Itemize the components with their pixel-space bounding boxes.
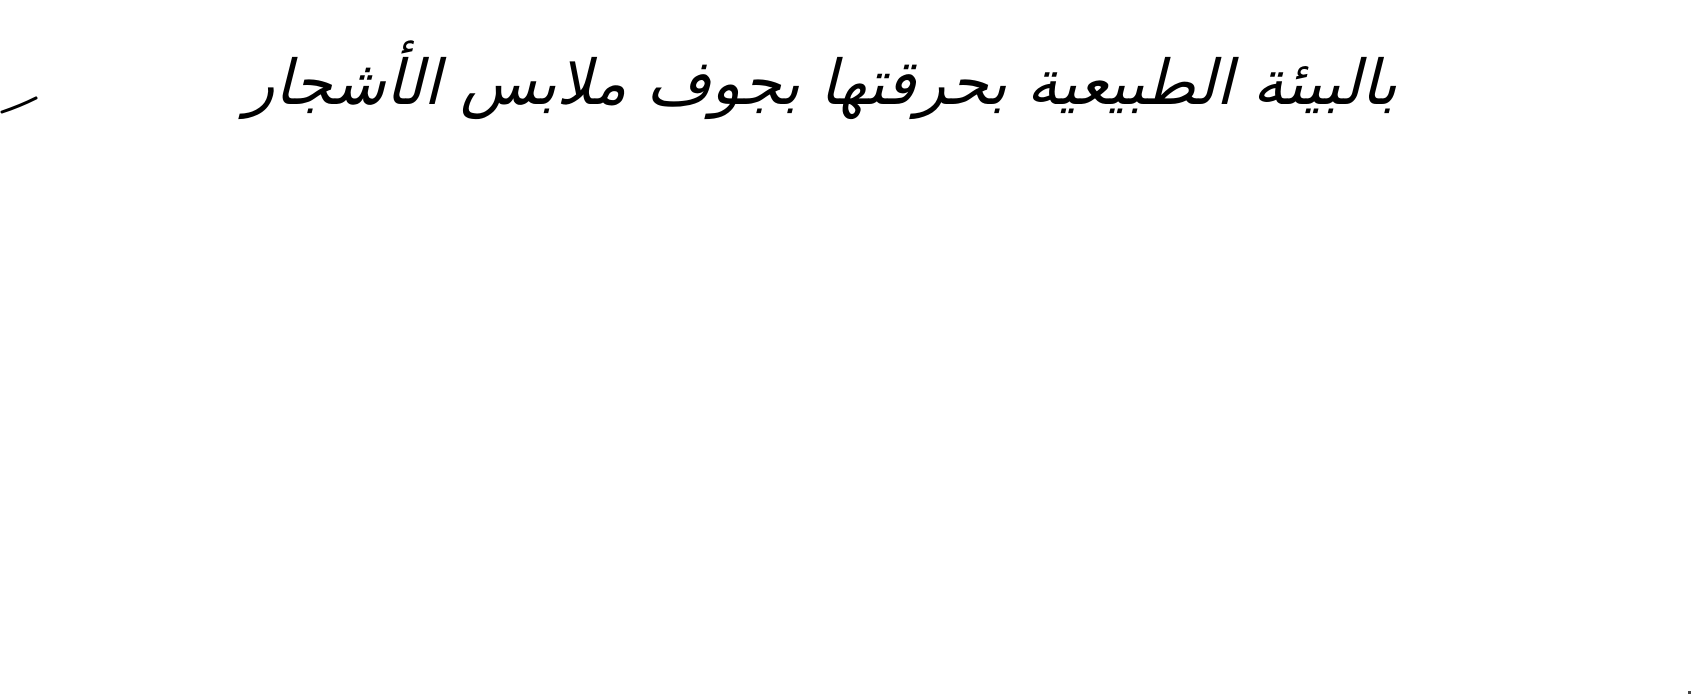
- handwritten-arabic-text-line: بالبيئة الطبيعية بحرقتها بجوف ملابس الأشجار: [244, 46, 1397, 119]
- trailing-pen-stroke: [0, 90, 50, 130]
- scan-artifact-dot: [1688, 691, 1691, 694]
